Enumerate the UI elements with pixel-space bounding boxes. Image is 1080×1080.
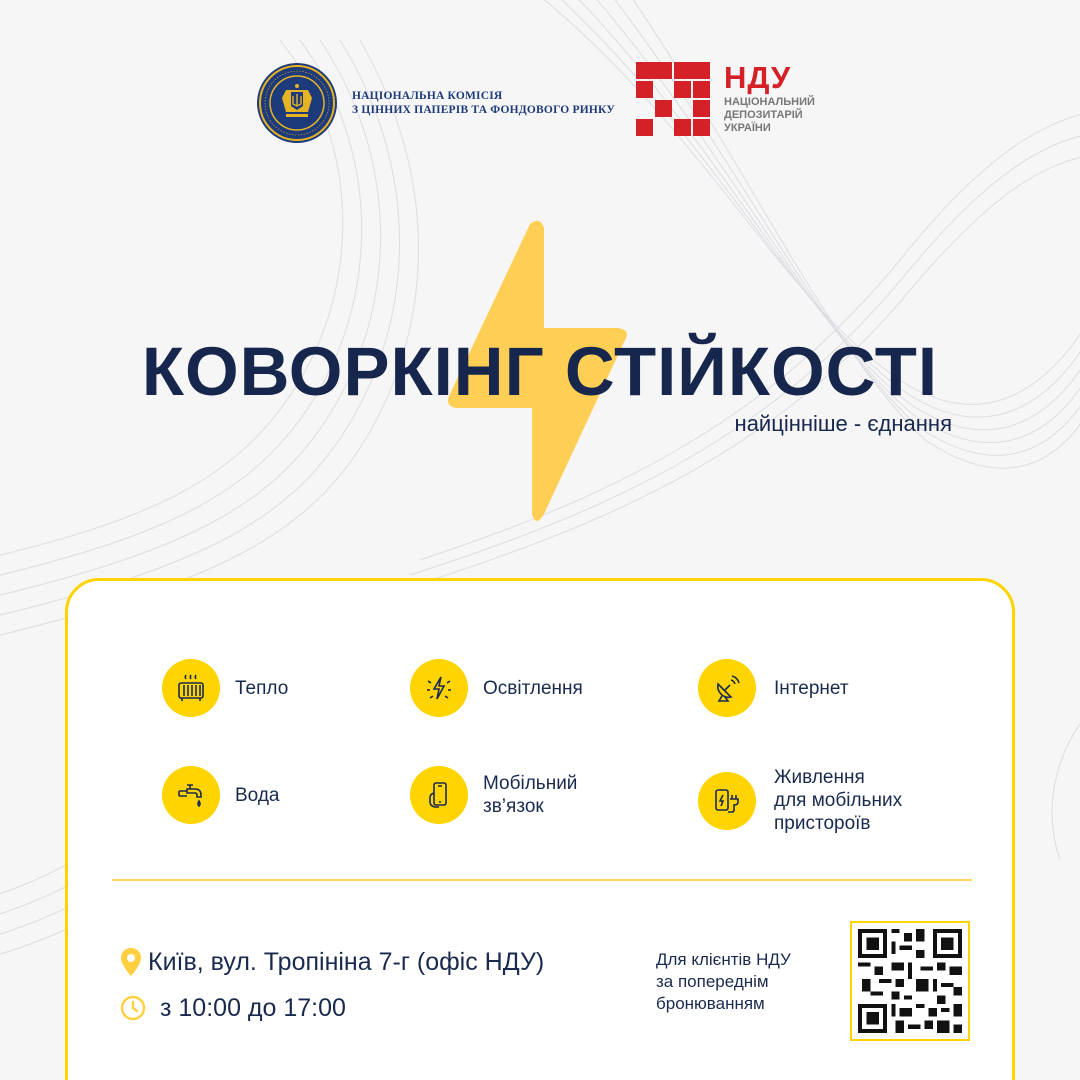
page-title: КОВОРКІНГ СТІЙКОСТІ (141, 333, 939, 410)
page-subtitle: найцінніше - єднання (734, 411, 952, 436)
feature-heat (162, 659, 288, 717)
lightning-icon (410, 659, 468, 717)
ndu-mark-icon (636, 62, 710, 136)
feature-water-label: Вода (235, 784, 280, 806)
radiator-icon (162, 659, 220, 717)
qr-code-icon (858, 929, 962, 1033)
feature-mobile (410, 766, 577, 824)
clock-icon (120, 995, 146, 1021)
opening-hours (120, 993, 346, 1023)
feature-lighting-label: Освітлення (483, 677, 583, 699)
divider (112, 879, 972, 881)
nssmc-name (352, 89, 615, 117)
charging-plug-icon (698, 772, 756, 830)
feature-lighting (410, 659, 583, 717)
nssmc-logo (256, 62, 615, 144)
address (120, 947, 544, 977)
feature-heat-label: Тепло (235, 677, 289, 699)
satellite-dish-icon (698, 659, 756, 717)
feature-power-label: Живлення для мобільних пристороїв (774, 767, 903, 834)
feature-internet (698, 659, 849, 717)
location-pin-icon (120, 947, 142, 977)
ndu-text (724, 62, 815, 136)
ndu-full-line3: УКРАЇНИ (724, 122, 771, 134)
mobile-phone-icon (410, 766, 468, 824)
nssmc-seal-icon (256, 62, 338, 144)
header-logos (256, 62, 856, 162)
feature-internet-label: Інтернет (774, 677, 849, 699)
feature-mobile-label: Мобільний зв’язок (483, 773, 578, 817)
info-card (65, 578, 1015, 1080)
clients-note: Для клієнтів НДУ за попереднім бронюванням (656, 950, 791, 1013)
ndu-abbr: НДУ (724, 60, 792, 95)
nssmc-name-line1: НАЦІОНАЛЬНА КОМІСІЯ (352, 90, 503, 102)
ndu-full-line2: ДЕПОЗИТАРІЙ (724, 109, 803, 121)
ndu-full-line1: НАЦІОНАЛЬНИЙ (724, 96, 815, 108)
feature-water (162, 766, 279, 824)
ndu-logo (636, 62, 815, 136)
nssmc-name-line2: З ЦІННИХ ПАПЕРІВ ТА ФОНДОВОГО РИНКУ (352, 104, 615, 116)
hours-text: з 10:00 до 17:00 (160, 994, 346, 1022)
water-tap-icon (162, 766, 220, 824)
qr-code[interactable] (850, 921, 970, 1041)
ndu-full-name (724, 96, 815, 135)
address-text: Київ, вул. Тропініна 7-г (офіс НДУ) (148, 948, 545, 976)
feature-power (698, 766, 902, 835)
